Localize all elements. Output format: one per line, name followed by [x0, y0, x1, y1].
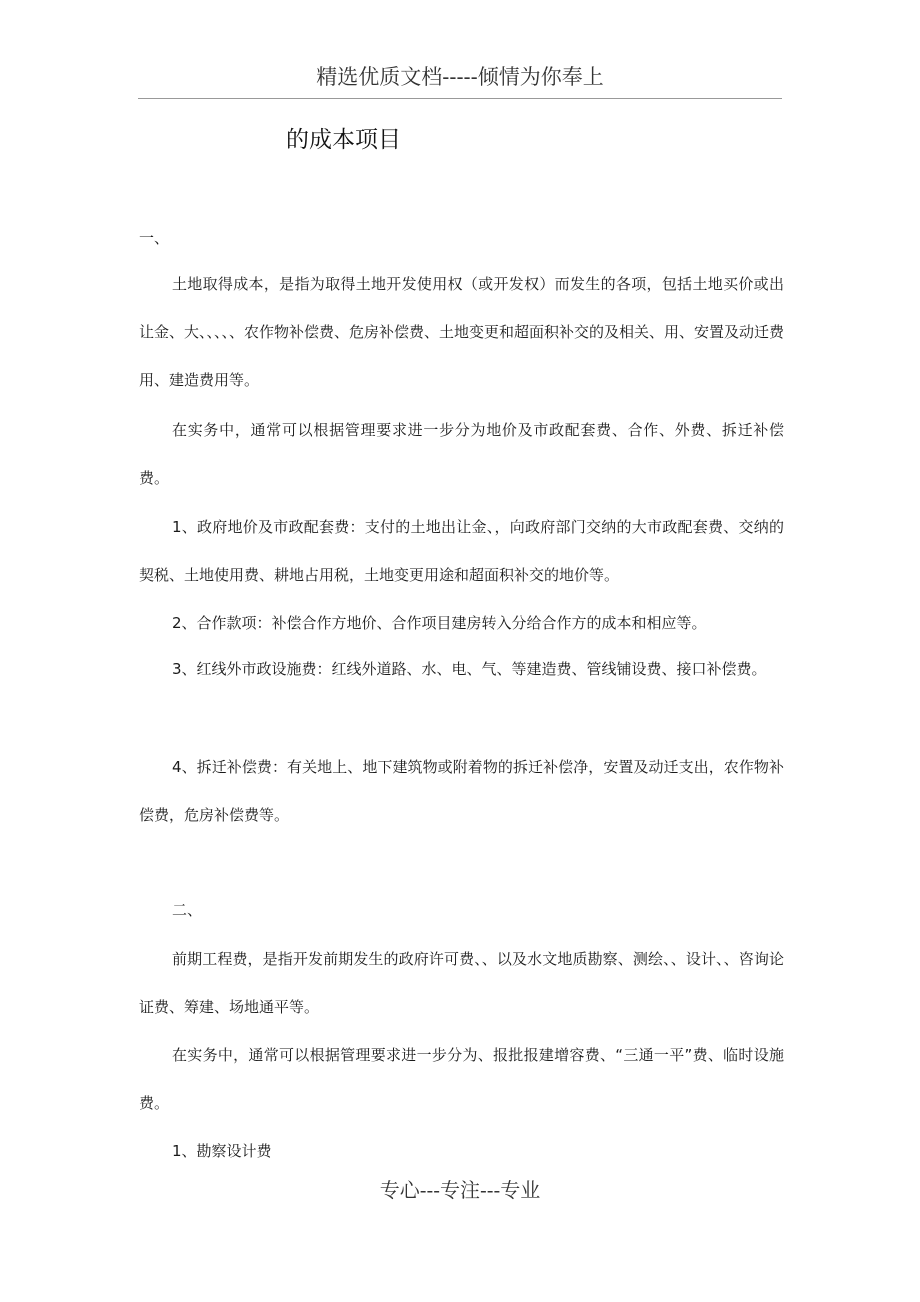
page-footer: 专心---专注---专业	[379, 1178, 541, 1202]
section-1-paragraph: 在实务中，通常可以根据管理要求进一步分为地价及市政配套费、合作、外费、拆迁补偿费。	[139, 421, 784, 487]
section-2-paragraph: 前期工程费，是指开发前期发生的政府许可费、、以及水文地质勘察、测绘、、设计、、咨询论证费、筹建、场地通平等。	[139, 950, 784, 1016]
section-2-paragraph: 在实务中，通常可以根据管理要求进一步分为、报批报建增容费、“三通一平”费、临时设施费。	[139, 1046, 784, 1112]
header-divider	[138, 98, 782, 99]
section-1-item: 4、拆迁补偿费：有关地上、地下建筑物或附着物的拆迁补偿净，安置及动迁支出，农作物补偿费，危房补偿费等。	[139, 758, 784, 824]
section-1-marker: 一、	[139, 229, 170, 247]
section-2-item: 1、勘察设计费	[172, 1142, 272, 1160]
section-2-marker: 二、	[172, 901, 203, 919]
section-1-item: 3、红线外市政设施费：红线外道路、水、电、气、等建造费、管线铺设费、接口补偿费。	[172, 660, 767, 678]
section-1-paragraph: 土地取得成本，是指为取得土地开发使用权（或开发权）而发生的各项，包括土地买价或出让金、大、、、、、农作物补偿费、危房补偿费、土地变更和超面积补交的及相关、用、安置及动迁费用、建造费用等。	[139, 275, 785, 389]
section-1-item: 2、合作款项：补偿合作方地价、合作项目建房转入分给合作方的成本和相应等。	[172, 614, 707, 632]
page-header: 精选优质文档-----倾情为你奉上	[316, 65, 604, 89]
section-1-item: 1、政府地价及市政配套费：支付的土地出让金、，向政府部门交纳的大市政配套费、交纳的契税、土地使用费、耕地占用税，土地变更用途和超面积补交的地价等。	[139, 518, 784, 584]
document-title: 的成本项目	[286, 127, 401, 153]
